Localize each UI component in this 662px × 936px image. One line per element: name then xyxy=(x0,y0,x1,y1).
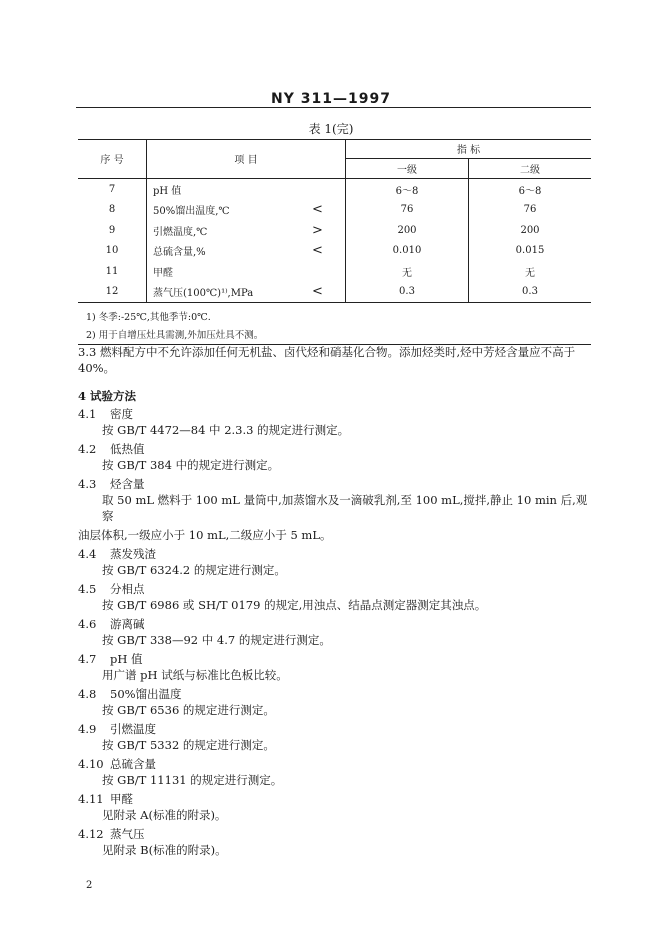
row-number: 10 xyxy=(78,241,147,262)
page-number: 2 xyxy=(86,880,93,891)
table-row xyxy=(78,282,591,303)
document-body xyxy=(78,344,598,861)
row-grade1-value: 0.3 xyxy=(346,282,469,303)
col-header-grade2: 二级 xyxy=(469,159,592,179)
subsection-body: 按 GB/T 6536 的规定进行测定。 xyxy=(102,703,275,717)
subsection-number: 4.12 xyxy=(78,827,104,841)
row-item: 蒸气压(100℃)¹⁾,MPa xyxy=(153,288,254,300)
table-row xyxy=(78,179,591,200)
subsection-title: 烃含量 xyxy=(110,477,145,491)
subsection-heading xyxy=(78,791,598,807)
subsection-title: 蒸气压 xyxy=(110,827,145,841)
col-header-indicator: 指 标 xyxy=(346,139,592,159)
row-number: 7 xyxy=(78,179,147,200)
row-grade1-value: 无 xyxy=(346,261,469,282)
subsection-body: 油层体积,一级应小于 10 mL,二级应小于 5 mL。 xyxy=(78,528,332,542)
col-header-item: 项 目 xyxy=(147,139,346,179)
row-operator xyxy=(290,261,346,282)
table-note: 2) 用于自增压灶具需测,外加压灶具不测。 xyxy=(86,330,264,341)
subsection-heading xyxy=(78,476,598,492)
subsection-body: 按 GB/T 6986 或 SH/T 0179 的规定,用浊点、结晶点测定器测定其浊点。 xyxy=(102,598,487,612)
subsection-number: 4.6 xyxy=(78,617,97,631)
subsection-number: 4.4 xyxy=(78,547,97,561)
subsection-title: 密度 xyxy=(110,407,133,421)
col-header-no: 序 号 xyxy=(78,139,147,179)
header-rule xyxy=(76,107,591,108)
row-grade2-value: 无 xyxy=(525,267,535,279)
subsection-title: pH 值 xyxy=(110,652,143,666)
row-operator: < xyxy=(290,241,346,262)
row-grade2-value: 6～8 xyxy=(518,185,542,197)
subsection-heading xyxy=(78,546,598,562)
row-grade1-value: 0.010 xyxy=(346,241,469,262)
row-grade1-value: 6～8 xyxy=(346,179,469,200)
subsection-number: 4.8 xyxy=(78,687,97,701)
table-caption: 表 1(完) xyxy=(308,122,354,136)
row-grade1-value: 200 xyxy=(346,220,469,241)
subsection-body: 用广谱 pH 试纸与标准比色板比较。 xyxy=(102,668,288,682)
table-row xyxy=(78,200,591,221)
spec-table xyxy=(78,139,591,347)
col-header-grade1: 一级 xyxy=(346,159,469,179)
subsection-heading xyxy=(78,721,598,737)
subsection-body: 按 GB/T 11131 的规定进行测定。 xyxy=(102,773,283,787)
subsection-number: 4.3 xyxy=(78,477,97,491)
row-grade2-value: 200 xyxy=(520,224,540,236)
row-grade2-value: 0.3 xyxy=(522,286,538,298)
subsection-heading xyxy=(78,406,598,422)
table-note: 1) 冬季:-25℃,其他季节:0℃. xyxy=(78,303,591,326)
row-number: 9 xyxy=(78,220,147,241)
table-header-row xyxy=(78,139,591,159)
subsection-number: 4.11 xyxy=(78,792,104,806)
subsection-number: 4.9 xyxy=(78,722,97,736)
row-item: 甲醛 xyxy=(153,267,173,279)
clause-3-3-line2: 40%。 xyxy=(78,361,116,375)
subsection-title: 总硫含量 xyxy=(110,757,156,771)
subsection-heading xyxy=(78,826,598,842)
row-item: 总硫含量,% xyxy=(153,247,206,259)
subsection-heading xyxy=(78,581,598,597)
table-row xyxy=(78,220,591,241)
subsection-number: 4.10 xyxy=(78,757,104,771)
subsection-title: 甲醛 xyxy=(110,792,133,806)
subsection-number: 4.1 xyxy=(78,407,97,421)
row-item: 引燃温度,℃ xyxy=(153,226,208,238)
table-row xyxy=(78,241,591,262)
standard-code-header: NY 311—1997 xyxy=(271,91,391,107)
subsection-heading xyxy=(78,756,598,772)
row-number: 11 xyxy=(78,261,147,282)
subsection-body: 按 GB/T 338—92 中 4.7 的规定进行测定。 xyxy=(102,633,331,647)
row-operator: > xyxy=(290,220,346,241)
row-operator xyxy=(290,179,346,200)
row-number: 8 xyxy=(78,200,147,221)
section-4-heading: 4 试验方法 xyxy=(78,389,137,403)
subsection-title: 引燃温度 xyxy=(110,722,156,736)
row-number: 12 xyxy=(78,282,147,303)
subsection-number: 4.5 xyxy=(78,582,97,596)
subsection-title: 蒸发残渣 xyxy=(110,547,156,561)
row-grade1-value: 76 xyxy=(346,200,469,221)
subsection-title: 游离碱 xyxy=(110,617,145,631)
row-item: 50%馏出温度,℃ xyxy=(153,206,230,218)
clause-3-3-line1: 3.3 燃料配方中不允许添加任何无机盐、卤代烃和硝基化合物。添加烃类时,烃中芳烃含量应不高于 xyxy=(78,345,576,359)
row-operator: < xyxy=(290,282,346,303)
section-4-subsections xyxy=(78,406,598,858)
subsection-heading xyxy=(78,686,598,702)
subsection-heading xyxy=(78,616,598,632)
row-operator: < xyxy=(290,200,346,221)
subsection-body: 取 50 mL 燃料于 100 mL 量筒中,加蒸馏水及一滴破乳剂,至 100 mL,搅拌,静止 10 min 后,观察 xyxy=(102,493,588,523)
subsection-body: 按 GB/T 384 中的规定进行测定。 xyxy=(102,458,280,472)
subsection-title: 分相点 xyxy=(110,582,145,596)
subsection-body: 见附录 B(标准的附录)。 xyxy=(102,843,227,857)
subsection-heading xyxy=(78,651,598,667)
table-body xyxy=(78,179,591,303)
subsection-body: 按 GB/T 5332 的规定进行测定。 xyxy=(102,738,275,752)
subsection-number: 4.7 xyxy=(78,652,97,666)
subsection-title: 低热值 xyxy=(110,442,145,456)
subsection-title: 50%馏出温度 xyxy=(110,687,182,701)
table-note-row xyxy=(78,303,591,326)
table-row xyxy=(78,261,591,282)
subsection-number: 4.2 xyxy=(78,442,97,456)
subsection-body: 见附录 A(标准的附录)。 xyxy=(102,808,227,822)
subsection-body: 按 GB/T 6324.2 的规定进行测定。 xyxy=(102,563,286,577)
subsection-heading xyxy=(78,441,598,457)
row-grade2-value: 0.015 xyxy=(515,245,545,257)
subsection-body: 按 GB/T 4472—84 中 2.3.3 的规定进行测定。 xyxy=(102,423,350,437)
row-grade2-value: 76 xyxy=(523,204,537,216)
row-item: pH 值 xyxy=(153,185,182,197)
